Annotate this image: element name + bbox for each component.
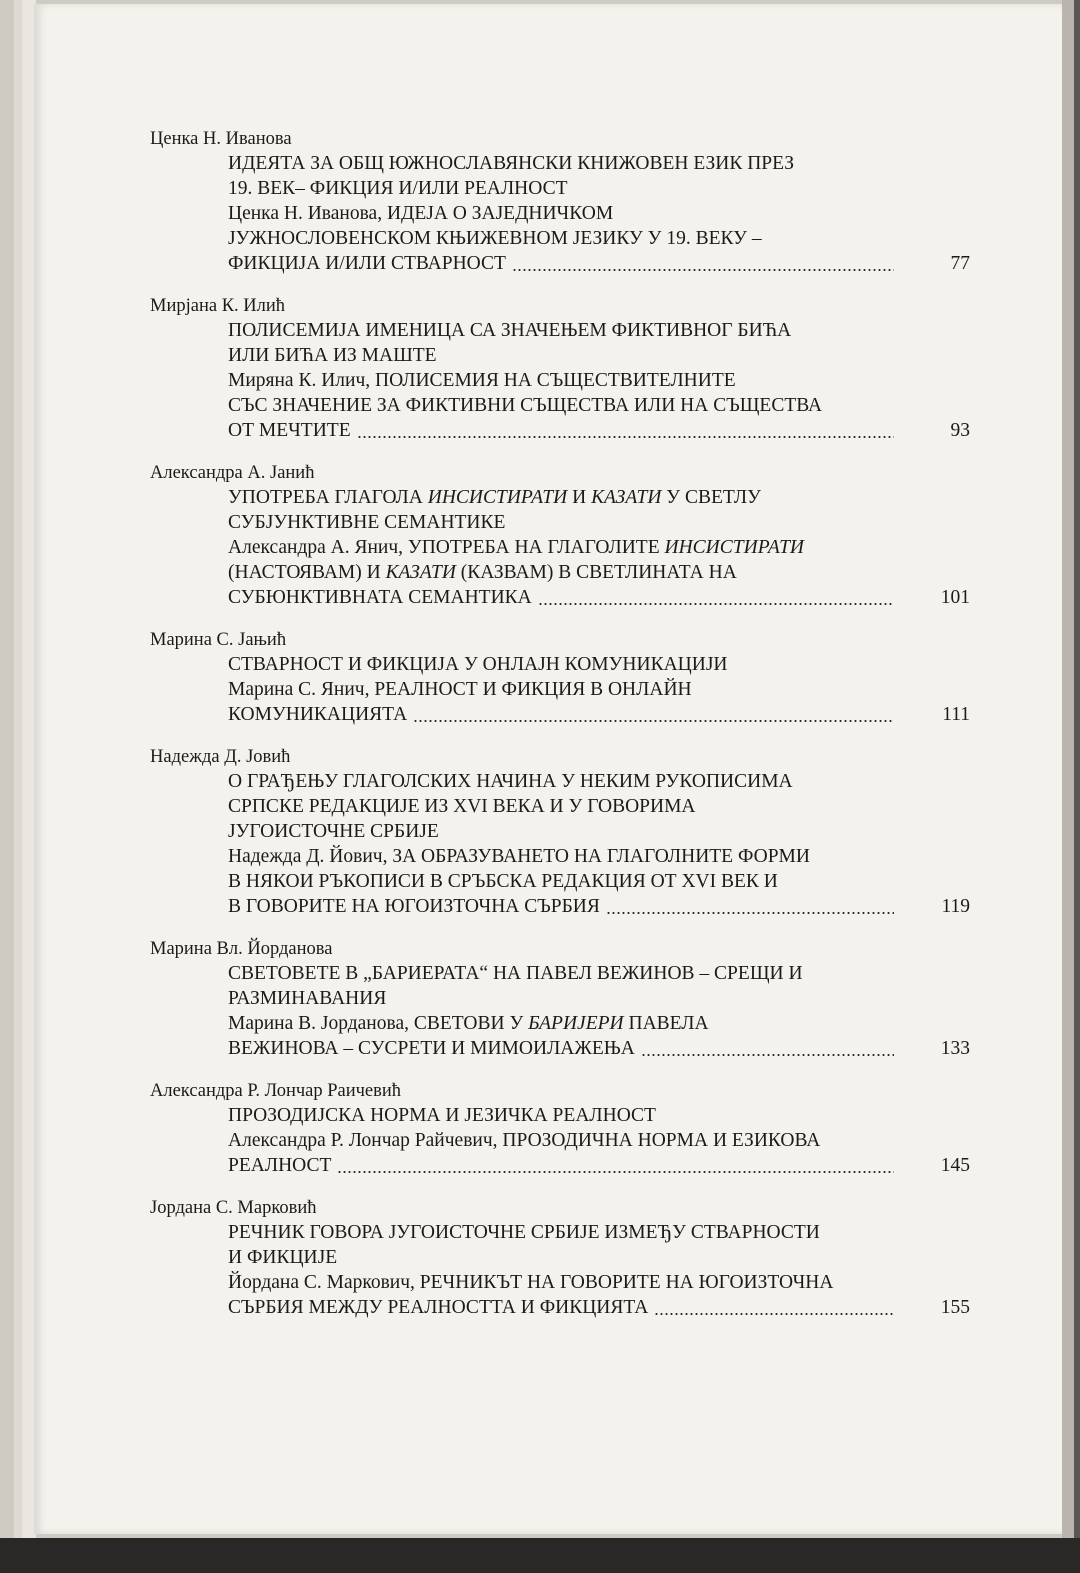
title-line: ПОЛИСЕМИЈА ИМЕНИЦА СА ЗНАЧЕЊЕМ ФИКТИВНОГ БИЋА [228, 320, 792, 341]
page-number: 111 [942, 704, 970, 725]
title-line: (НАСТОЯВАМ) И КАЗАТИ (КАЗВАМ) В СВЕТЛИНАТА НА [228, 562, 737, 583]
title-last-line [228, 418, 970, 443]
title-last-line [228, 702, 970, 727]
title-line: 19. ВЕК– ФИКЦИЯ И/ИЛИ РЕАЛНОСТ [228, 178, 568, 199]
title-line: СВЕТОВЕТЕ В „БАРИЕРАТА“ НА ПАВЕЛ ВЕЖИНОВ – СРЕЩИ И [228, 963, 803, 984]
title-last-line [228, 1295, 970, 1320]
entry-author: Александра А. Јанић [150, 463, 315, 483]
title-line: СУБЈУНКТИВНЕ СЕМАНТИКЕ [228, 512, 506, 533]
title-line: Йордана С. Маркович, РЕЧНИКЪТ НА ГОВОРИТЕ НА ЮГОИЗТОЧНА [228, 1272, 834, 1293]
title-line: РЕЧНИК ГОВОРА ЈУГОИСТОЧНЕ СРБИЈЕ ИЗМЕЂУ СТВАРНОСТИ [228, 1222, 820, 1243]
title-line: Миряна К. Илич, ПОЛИСЕМИЯ НА СЪЩЕСТВИТЕЛНИТЕ [228, 370, 736, 391]
entry-titles [150, 318, 970, 443]
entry-author: Надежда Д. Јовић [150, 747, 291, 767]
entry-author: Ценка Н. Иванова [150, 129, 292, 149]
dot-leader [538, 603, 894, 605]
entry-titles [150, 1220, 970, 1320]
title-line: СТВАРНОСТ И ФИКЦИЈА У ОНЛАЈН КОМУНИКАЦИЈИ [228, 654, 728, 675]
toc-entry [150, 1080, 970, 1178]
entry-titles [150, 485, 970, 610]
page-number: 133 [940, 1038, 970, 1059]
title-line: РЕАЛНОСТ [228, 1155, 332, 1176]
toc-entry [150, 1197, 970, 1320]
scan-border-right [1062, 0, 1080, 1573]
dot-leader [357, 436, 894, 438]
title-line: В НЯКОИ РЪКОПИСИ В СРЪБСКА РЕДАКЦИЯ ОТ XVI ВЕК И [228, 871, 778, 892]
title-line: ВЕЖИНОВА – СУСРЕТИ И МИМОИЛАЖЕЊА [228, 1038, 635, 1059]
entry-author: Марина Вл. Йорданова [150, 939, 333, 959]
title-line: СЪС ЗНАЧЕНИЕ ЗА ФИКТИВНИ СЪЩЕСТВА ИЛИ НА СЪЩЕСТВА [228, 395, 823, 416]
table-of-contents [150, 128, 970, 1339]
page-number: 145 [940, 1155, 970, 1176]
title-line: СЪРБИЯ МЕЖДУ РЕАЛНОСТТА И ФИКЦИЯТА [228, 1297, 649, 1318]
title-last-line [228, 894, 970, 919]
entry-author: Мирјана К. Илић [150, 296, 286, 316]
title-line: Александра Р. Лончар Райчевич, ПРОЗОДИЧНА НОРМА И ЕЗИКОВА [228, 1130, 821, 1151]
title-line: РАЗМИНАВАНИЯ [228, 988, 387, 1009]
title-line: УПОТРЕБА ГЛАГОЛА ИНСИСТИРАТИ И КАЗАТИ У СВЕТЛУ [228, 487, 761, 508]
entry-author: Марина С. Јањић [150, 630, 287, 650]
dot-leader [337, 1171, 894, 1173]
dot-leader [413, 720, 894, 722]
page-edge [14, 0, 22, 1545]
title-last-line [228, 251, 970, 276]
title-line: И ФИКЦИЈЕ [228, 1247, 338, 1268]
dot-leader [654, 1313, 894, 1315]
page-number: 155 [940, 1297, 970, 1318]
title-line: Ценка Н. Иванова, ИДЕЈА О ЗАЈЕДНИЧКОМ [228, 203, 614, 224]
toc-entry [150, 938, 970, 1061]
title-line: ИДЕЯТА ЗА ОБЩ ЮЖНОСЛАВЯНСКИ КНИЖОВЕН ЕЗИК ПРЕЗ [228, 153, 795, 174]
title-line: ЈУГОИСТОЧНЕ СРБИЈЕ [228, 821, 439, 842]
dot-leader [641, 1054, 894, 1056]
title-line: Надежда Д. Йович, ЗА ОБРАЗУВАНЕТО НА ГЛАГОЛНИТЕ ФОРМИ [228, 846, 810, 867]
title-line: ОТ МЕЧТИТЕ [228, 420, 351, 441]
toc-entry [150, 746, 970, 919]
title-line: ФИКЦИЈА И/ИЛИ СТВАРНОСТ [228, 253, 506, 274]
toc-entry [150, 128, 970, 276]
entry-titles [150, 652, 970, 727]
title-line: Марина В. Јорданова, СВЕТОВИ У БАРИЈЕРИ ПАВЕЛА [228, 1013, 709, 1034]
title-line: В ГОВОРИТЕ НА ЮГОИЗТОЧНА СЪРБИЯ [228, 896, 600, 917]
entry-titles [150, 961, 970, 1061]
title-line: КОМУНИКАЦИЯТА [228, 704, 408, 725]
page-number: 101 [940, 587, 970, 608]
title-line: О ГРАЂЕЊУ ГЛАГОЛСКИХ НАЧИНА У НЕКИМ РУКОПИСИМА [228, 771, 793, 792]
title-line: ИЛИ БИЋА ИЗ МАШТЕ [228, 345, 437, 366]
title-line: ЈУЖНОСЛОВЕНСКОМ КЊИЖЕВНОМ ЈЕЗИКУ У 19. ВЕКУ – [228, 228, 762, 249]
toc-entry [150, 462, 970, 610]
toc-entry [150, 629, 970, 727]
entry-titles [150, 769, 970, 919]
title-line: Александра А. Янич, УПОТРЕБА НА ГЛАГОЛИТЕ ИНСИСТИРАТИ [228, 537, 804, 558]
title-line: Марина С. Янич, РЕАЛНОСТ И ФИКЦИЯ В ОНЛАЙН [228, 679, 692, 700]
page-number: 119 [941, 896, 970, 917]
page-number: 77 [950, 253, 970, 274]
page-number: 93 [950, 420, 970, 441]
dot-leader [512, 269, 894, 271]
entry-author: Александра Р. Лончар Раичевић [150, 1081, 402, 1101]
title-line: СУБЮНКТИВНАТА СЕМАНТИКА [228, 587, 532, 608]
toc-entry [150, 295, 970, 443]
title-line: ПРОЗОДИЈСКА НОРМА И ЈЕЗИЧКА РЕАЛНОСТ [228, 1105, 656, 1126]
entry-titles [150, 151, 970, 276]
scan-border-bottom [0, 1538, 1080, 1573]
title-line: СРПСКЕ РЕДАКЦИЈЕ ИЗ XVI ВЕКА И У ГОВОРИМА [228, 796, 696, 817]
title-last-line [228, 1036, 970, 1061]
title-last-line [228, 1153, 970, 1178]
entry-titles [150, 1103, 970, 1178]
title-last-line [228, 585, 970, 610]
entry-author: Јордана С. Марковић [150, 1198, 317, 1218]
dot-leader [606, 912, 894, 914]
